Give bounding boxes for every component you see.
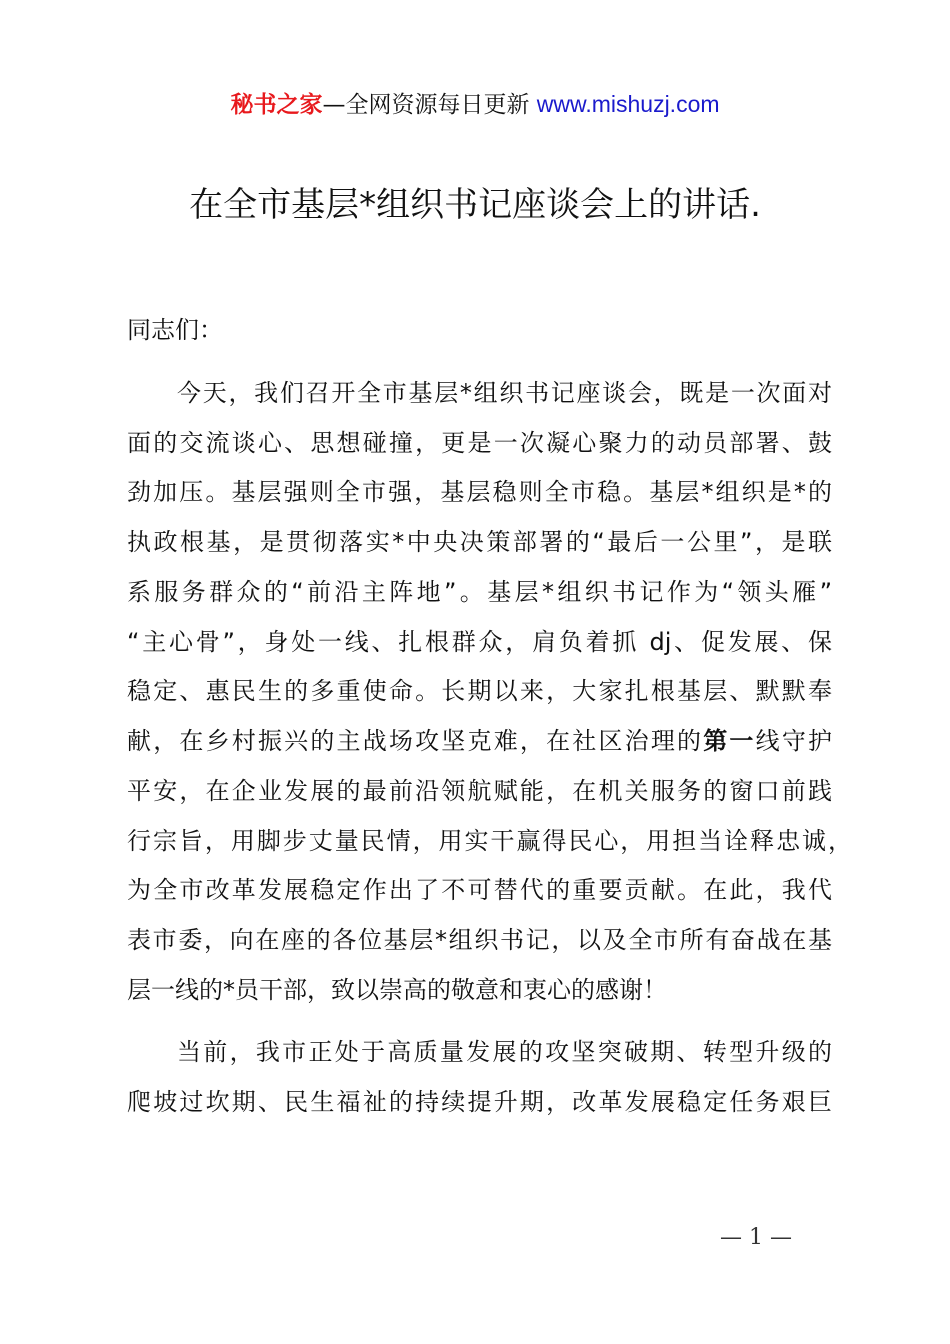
- paragraph-line: 系服务群众的“前沿主阵地”。基层*组织书记作为“领头雁”: [127, 578, 832, 606]
- paragraph-line: 今天，我们召开全市基层*组织书记座谈会，既是一次面对: [177, 379, 832, 407]
- paragraph-line: 稳定、惠民生的多重使命。长期以来，大家扎根基层、默默奉: [127, 677, 832, 705]
- paragraph-line: “主心骨”，身处一线、扎根群众，肩负着抓 dj、促发展、保: [127, 628, 832, 656]
- text-segment: 线守护: [755, 727, 833, 755]
- greeting: 同志们：: [127, 316, 223, 344]
- paragraph-line: 劲加压。基层强则全市强，基层稳则全市稳。基层*组织是*的: [127, 478, 832, 506]
- paragraph-line: 行宗旨，用脚步丈量民情，用实干赢得民心，用担当诠释忠诚，: [127, 827, 852, 855]
- paragraph-line: 层一线的*员干部，致以崇高的敬意和衷心的感谢！: [127, 976, 667, 1004]
- paragraph-line: 面的交流谈心、思想碰撞，更是一次凝心聚力的动员部署、鼓: [127, 429, 832, 457]
- site-banner: [0, 88, 950, 121]
- paragraph-line: 表市委，向在座的各位基层*组织书记，以及全市所有奋战在基: [127, 926, 832, 954]
- paragraph-line: 执政根基，是贯彻落实*中央决策部署的“最后一公里”，是联: [127, 528, 832, 556]
- paragraph-line: [127, 725, 832, 757]
- paragraph-line: 爬坡过坎期、民生福祉的持续提升期，改革发展稳定任务艰巨: [127, 1088, 832, 1116]
- document-title: 在全市基层*组织书记座谈会上的讲话.: [189, 185, 761, 225]
- paragraph-line: 当前，我市正处于高质量发展的攻坚突破期、转型升级的: [177, 1038, 832, 1066]
- page-number: — 1 —: [720, 1225, 792, 1250]
- brand-name: 秘书之家: [230, 92, 323, 118]
- paragraph-line: 为全市改革发展稳定作出了不可替代的重要贡献。在此，我代: [127, 876, 832, 904]
- bold-text: 第一: [703, 727, 756, 755]
- paragraph-line: 平安，在企业发展的最前沿领航赋能，在机关服务的窗口前践: [127, 777, 832, 805]
- banner-slogan: —全网资源每日更新: [322, 92, 537, 118]
- site-url-link[interactable]: www.mishuzj.com: [536, 91, 720, 117]
- text-segment: 献，在乡村振兴的主战场攻坚克难，在社区治理的: [127, 727, 704, 755]
